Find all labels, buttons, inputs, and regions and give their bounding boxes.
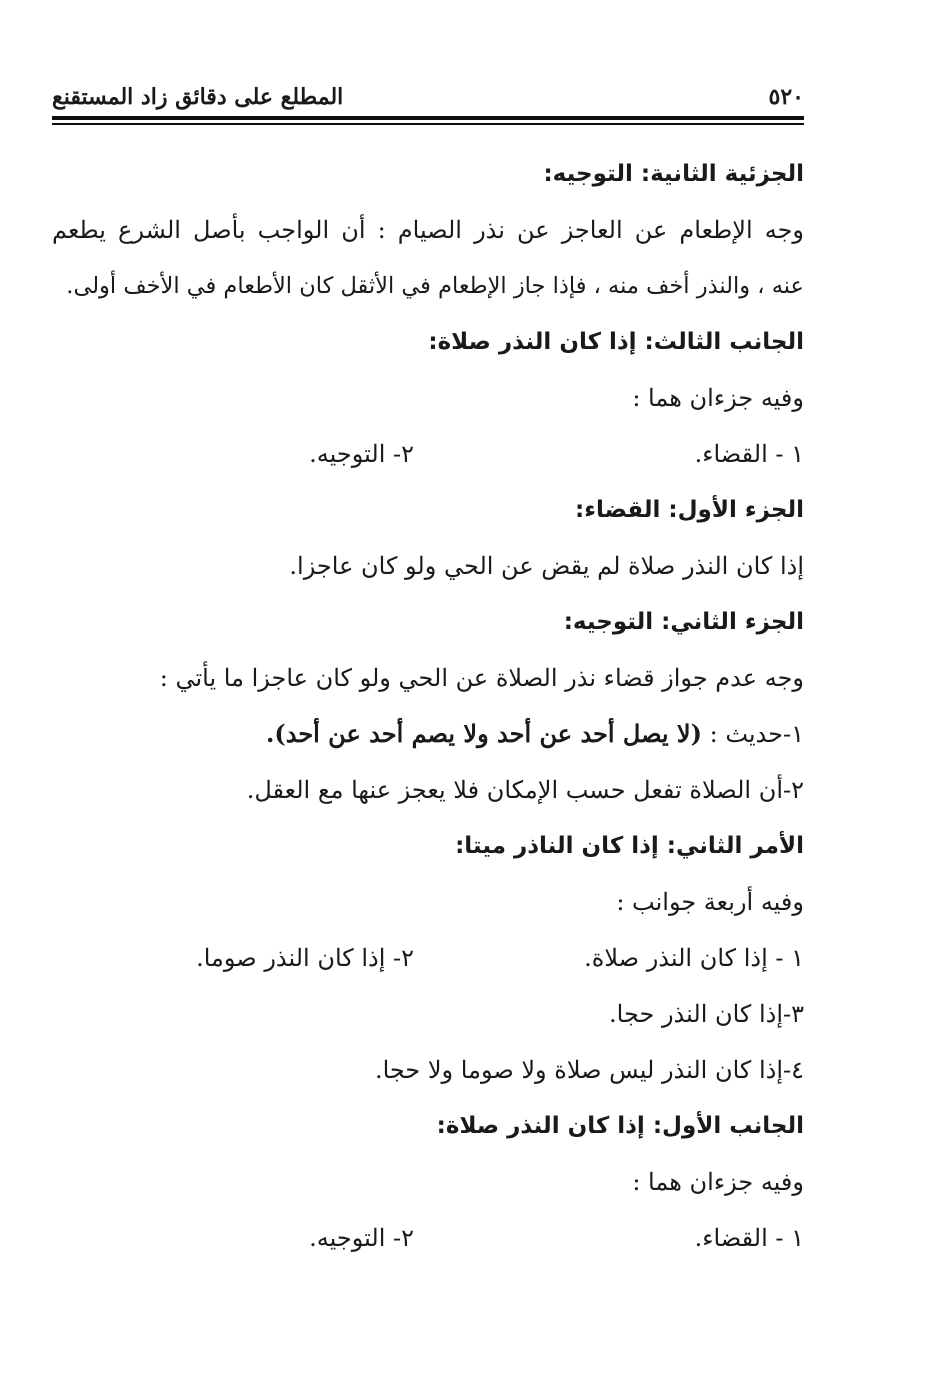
list-pair [52, 1210, 804, 1266]
list-item: ١ - إذا كان النذر صلاة. [584, 944, 804, 972]
hadith-line [52, 706, 804, 762]
page-header [52, 82, 804, 118]
heading-first-aspect: الجانب الأول: إذا كان النذر صلاة: [436, 1113, 804, 1139]
header-rule-thin [52, 123, 804, 125]
heading-second-part-guidance: الجزء الثاني: التوجيه: [563, 609, 804, 635]
list-item: ٢- التوجيه. [309, 1224, 414, 1252]
heading-first-part-qada: الجزء الأول: القضاء: [575, 497, 804, 523]
hadith-text: (لا يصل أحد عن أحد ولا يصم أحد عن أحد). [266, 719, 702, 748]
header-rule-thick [52, 116, 804, 120]
list-item: ١ - القضاء. [694, 1224, 804, 1252]
paragraph-line: وجه الإطعام عن العاجز عن نذر الصيام : أن الواجب بأصل الشرع يطعم [52, 216, 804, 244]
paragraph-line: وفيه أربعة جوانب : [616, 888, 804, 916]
list-item: ٢- التوجيه. [309, 440, 414, 468]
list-item: ٤-إذا كان النذر ليس صلاة ولا صوما ولا حجا. [374, 1056, 804, 1084]
paragraph-line: إذا كان النذر صلاة لم يقض عن الحي ولو كان عاجزا. [289, 552, 804, 580]
hadith-prefix: ١-حديث : [701, 720, 804, 748]
page-body [52, 146, 804, 1266]
paragraph-line: عنه ، والنذر أخف منه ، فإذا جاز الإطعام في الأثقل كان الأطعام في الأخف أولى. [66, 273, 804, 299]
paragraph-line: وفيه جزءان هما : [632, 384, 804, 412]
list-item: ١ - القضاء. [694, 440, 804, 468]
list-pair [52, 426, 804, 482]
list-pair [52, 930, 804, 986]
paragraph-line: وجه عدم جواز قضاء نذر الصلاة عن الحي ولو كان عاجزا ما يأتي : [159, 664, 804, 692]
heading-second-matter: الأمر الثاني: إذا كان الناذر ميتا: [455, 833, 804, 859]
heading-second-part-guidance: الجزئية الثانية: التوجيه: [543, 161, 804, 187]
page-number: ٥٢٠ [768, 84, 804, 110]
book-title: المطلع على دقائق زاد المستقنع [52, 84, 344, 110]
list-item: ٣-إذا كان النذر حجا. [609, 1000, 804, 1028]
paragraph-line: وفيه جزءان هما : [632, 1168, 804, 1196]
paragraph-line: ٢-أن الصلاة تفعل حسب الإمكان فلا يعجز عنها مع العقل. [246, 776, 804, 804]
list-item: ٢- إذا كان النذر صوما. [196, 944, 414, 972]
book-page [52, 0, 804, 1380]
heading-third-aspect: الجانب الثالث: إذا كان النذر صلاة: [428, 329, 804, 355]
